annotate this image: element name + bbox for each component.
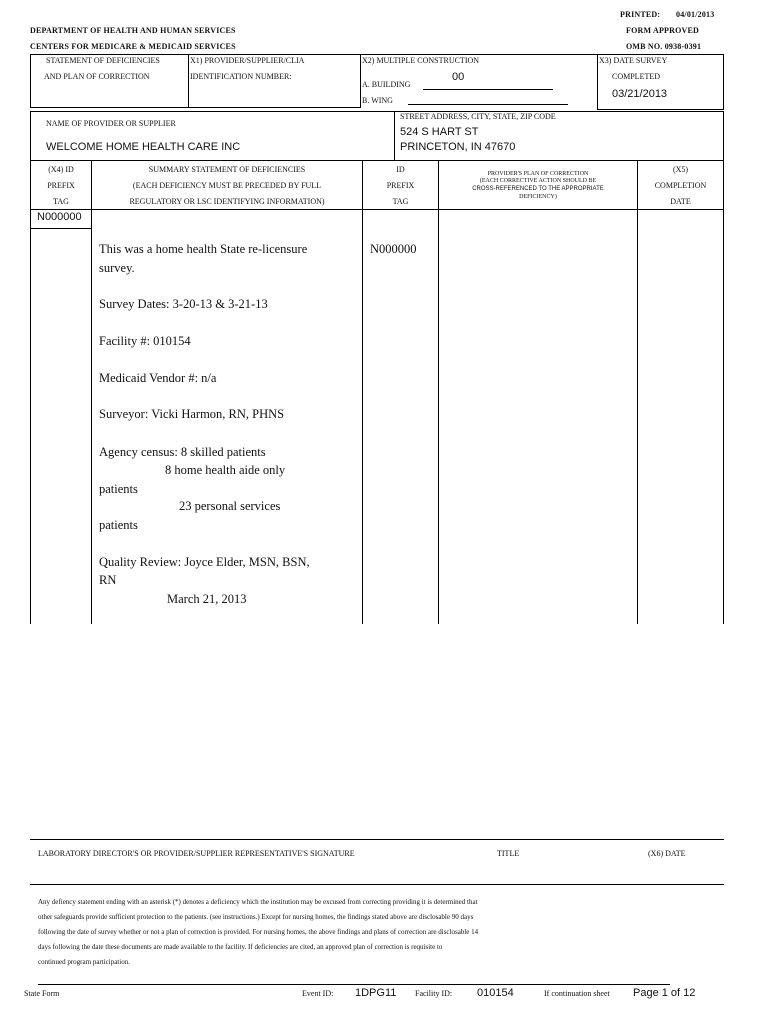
signature-label: LABORATORY DIRECTOR'S OR PROVIDER/SUPPLIER REPRESENTATIVE'S SIGNATURE bbox=[38, 849, 355, 858]
disclaimer-line-5: continued program participation. bbox=[38, 958, 130, 966]
census-aide: 8 home health aide only bbox=[165, 463, 286, 477]
plan-label: PROVIDER'S PLAN OF CORRECTION bbox=[487, 171, 589, 177]
plan-sub3: DEFICIENCY) bbox=[519, 194, 557, 200]
page-number: Page 1 of 12 bbox=[633, 987, 696, 999]
title-label: TITLE bbox=[497, 849, 520, 858]
survey-dates: Survey Dates: 3-20-13 & 3-21-13 bbox=[99, 297, 268, 311]
x2-wing-label: B. WING bbox=[362, 96, 393, 105]
x4-tag-label: TAG bbox=[53, 197, 69, 206]
x5-date-label: DATE bbox=[670, 197, 691, 206]
disclaimer-line-1: Any defiency statement ending with an asterisk (*) denotes a deficiency which the institution may be excused from correcting providing it is determined that bbox=[38, 898, 478, 906]
address-line2: PRINCETON, IN 47670 bbox=[400, 141, 516, 153]
right-tag: N000000 bbox=[370, 242, 417, 256]
event-id-value: 1DPG11 bbox=[355, 987, 397, 999]
event-id-label: Event ID: bbox=[302, 989, 334, 998]
plan-sub1: (EACH CORRECTIVE ACTION SHOULD BE bbox=[479, 178, 597, 184]
state-form-label: State Form bbox=[24, 989, 60, 998]
summary-sub1: (EACH DEFICIENCY MUST BE PRECEDED BY FULL bbox=[132, 181, 322, 190]
facility-number: Facility #: 010154 bbox=[99, 334, 191, 348]
statement-label: STATEMENT OF DEFICIENCIES bbox=[46, 56, 160, 65]
address-line1: 524 S HART ST bbox=[400, 126, 479, 138]
printed-label: PRINTED: bbox=[620, 10, 661, 19]
census-patients-2: patients bbox=[99, 518, 138, 532]
summary-label: SUMMARY STATEMENT OF DEFICIENCIES bbox=[148, 165, 306, 174]
review-date: March 21, 2013 bbox=[167, 592, 247, 606]
centers-title: CENTERS FOR MEDICARE & MEDICAID SERVICES bbox=[30, 42, 236, 51]
x5-completion-label: COMPLETION bbox=[654, 181, 707, 190]
census-personal: 23 personal services bbox=[179, 499, 281, 513]
x5-label: (X5) bbox=[672, 165, 689, 174]
continuation-label: If continuation sheet bbox=[544, 989, 610, 998]
x1-label: X1) PROVIDER/SUPPLIER/CLIA bbox=[190, 56, 305, 65]
x3-label: X3) DATE SURVEY bbox=[599, 56, 668, 65]
id-tag-label: TAG bbox=[392, 197, 409, 206]
x4-prefix-label: PREFIX bbox=[47, 181, 75, 190]
x2-label: X2) MULTIPLE CONSTRUCTION bbox=[362, 56, 480, 65]
quality-review: Quality Review: Joyce Elder, MSN, BSN, bbox=[99, 555, 310, 569]
plan-of-correction-label: AND PLAN OF CORRECTION bbox=[44, 72, 150, 81]
x2-building-value: 00 bbox=[452, 71, 465, 83]
x1-identification-label: IDENTIFICATION NUMBER: bbox=[190, 72, 292, 81]
agency-census: Agency census: 8 skilled patients bbox=[99, 445, 266, 459]
left-tag: N000000 bbox=[37, 211, 82, 223]
address-label: STREET ADDRESS, CITY, STATE, ZIP CODE bbox=[400, 112, 556, 121]
id-label: ID bbox=[396, 165, 405, 174]
x6-date-label: (X6) DATE bbox=[648, 849, 686, 858]
disclaimer-line-4: days following the date these documents are made available to the facility. If deficiencies are cited, an approved plan of correction is requisite to bbox=[38, 943, 443, 951]
medicaid-vendor: Medicaid Vendor #: n/a bbox=[99, 371, 217, 385]
x3-date-value: 03/21/2013 bbox=[612, 88, 668, 100]
provider-name: WELCOME HOME HEALTH CARE INC bbox=[46, 141, 241, 153]
census-patients-1: patients bbox=[99, 482, 138, 496]
disclaimer-line-3: following the date of survey whether or not a plan of correction is provided. For nursing homes, the above findings and plans of correction are disclosable 14 bbox=[38, 928, 479, 936]
x2-building-label: A. BUILDING bbox=[362, 80, 411, 89]
summary-line-1: This was a home health State re-licensure bbox=[99, 242, 308, 256]
surveyor: Surveyor: Vicki Harmon, RN, PHNS bbox=[99, 407, 285, 421]
summary-line-2: survey. bbox=[99, 261, 135, 275]
omb-number: OMB NO. 0938-0391 bbox=[626, 42, 702, 51]
form-approved: FORM APPROVED bbox=[626, 26, 700, 35]
department-title: DEPARTMENT OF HEALTH AND HUMAN SERVICES bbox=[30, 26, 236, 35]
summary-sub2: REGULATORY OR LSC IDENTIFYING INFORMATION) bbox=[129, 197, 325, 206]
quality-review-cont: RN bbox=[99, 573, 117, 587]
plan-sub2: CROSS-REFERENCED TO THE APPROPRIATE bbox=[472, 186, 604, 192]
disclaimer-line-2: other safeguards provide sufficient protection to the patients. (see instructions.) Except for nursing homes, the findings stated above are disclosable 90 days bbox=[38, 913, 474, 921]
facility-id-value: 010154 bbox=[477, 987, 514, 999]
id-prefix-label: PREFIX bbox=[386, 181, 415, 190]
x4-id-label: (X4) ID bbox=[48, 165, 74, 174]
facility-id-label: Facility ID: bbox=[415, 989, 453, 998]
x3-completed-label: COMPLETED bbox=[612, 72, 660, 81]
printed-date: 04/01/2013 bbox=[676, 10, 715, 19]
provider-label: NAME OF PROVIDER OR SUPPLIER bbox=[46, 119, 176, 128]
